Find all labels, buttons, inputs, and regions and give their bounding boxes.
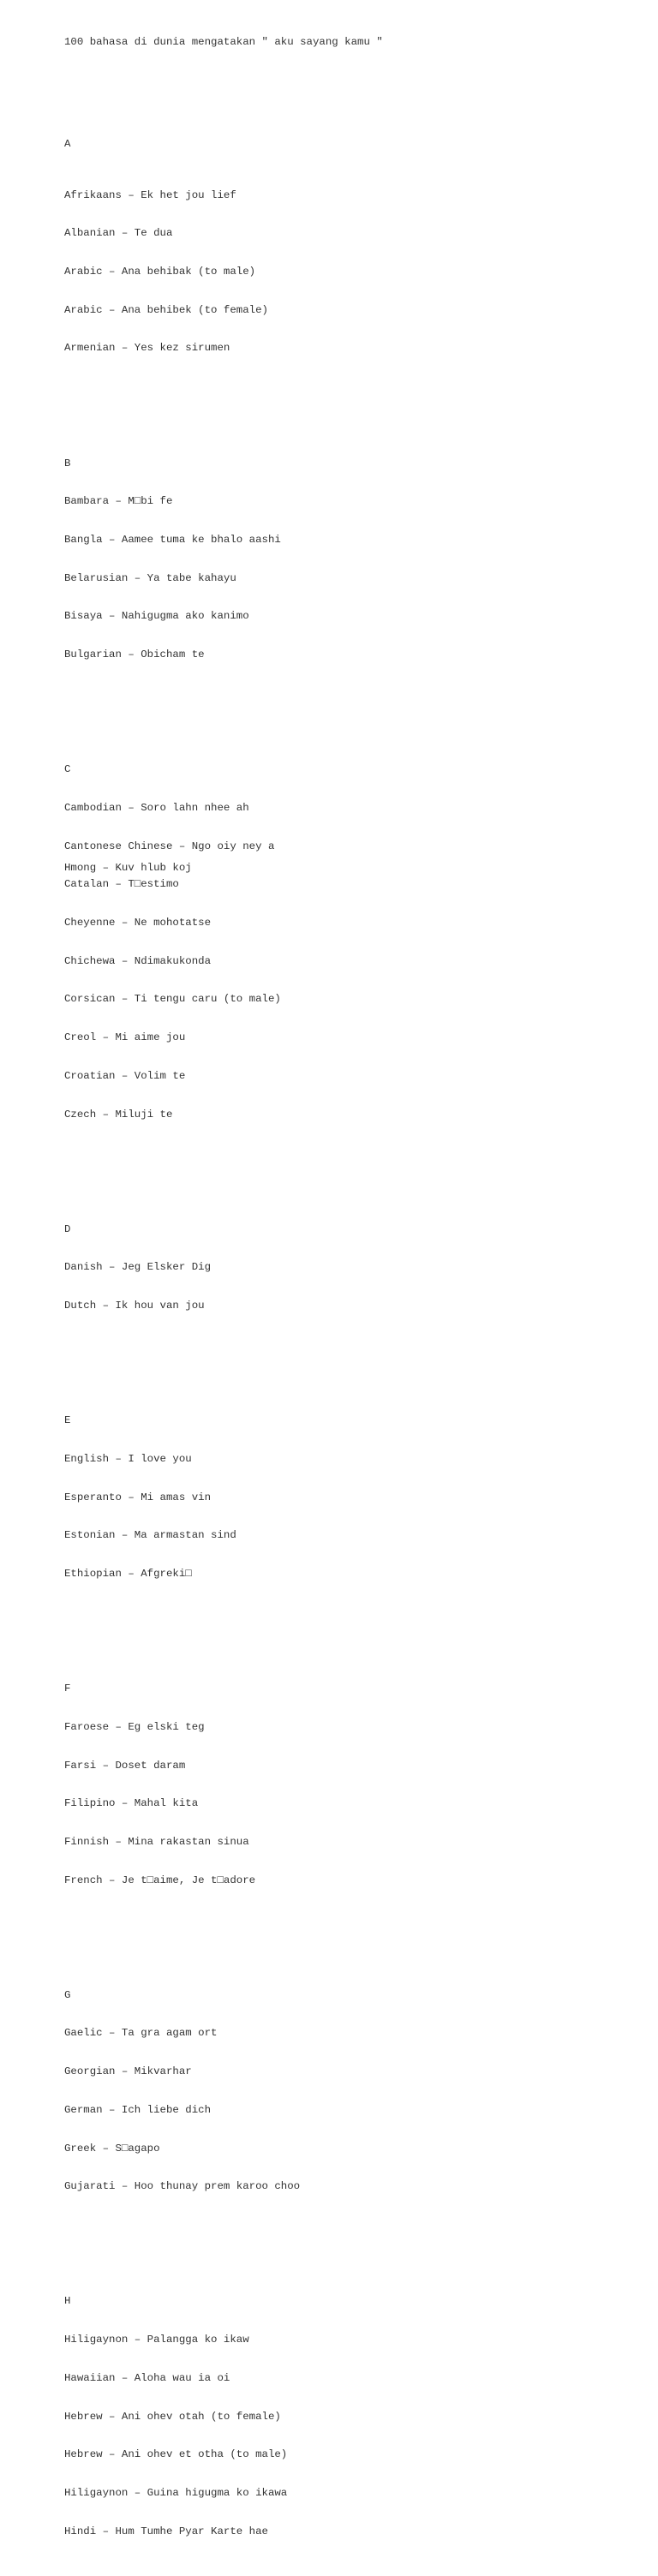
list-item: Faroese – Eg elski teg: [64, 1720, 205, 1733]
list-item: Cambodian – Soro lahn nhee ah: [64, 801, 249, 814]
list-item: Filipino – Mahal kita: [64, 1797, 199, 1810]
list-item: Finnish – Mina rakastan sinua: [64, 1835, 249, 1848]
section-letter: E: [64, 1414, 71, 1427]
list-item: Esperanto – Mi amas vin: [64, 1491, 212, 1503]
section-letter: C: [64, 763, 71, 776]
list-item: Bulgarian – Obicham te: [64, 648, 205, 661]
section-c: [64, 738, 647, 1146]
section-g: [64, 1963, 647, 2219]
list-item: Catalan – T□estimo: [64, 878, 179, 891]
section-e: [64, 1389, 647, 1605]
section-letter: D: [64, 1222, 71, 1235]
list-item: Bisaya – Nahigugma ako kanimo: [64, 610, 249, 623]
list-item: Arabic – Ana behibak (to male): [64, 266, 256, 278]
list-item: Afrikaans – Ek het jou lief: [64, 188, 236, 201]
section-letter: H: [64, 2295, 71, 2308]
list-item: Cheyenne – Ne mohotatse: [64, 917, 212, 929]
list-item: Gaelic – Ta gra agam ort: [64, 2027, 218, 2040]
list-item: Belarusian – Ya tabe kahayu: [64, 571, 236, 584]
section-letter: F: [64, 1682, 71, 1695]
list-item: Bangla – Aamee tuma ke bhalo aashi: [64, 533, 281, 546]
list-item: Armenian – Yes kez sirumen: [64, 342, 230, 355]
list-item: Hebrew – Ani ohev otah (to female): [64, 2410, 281, 2423]
list-item: Dutch – Ik hou van jou: [64, 1300, 205, 1312]
list-item: Czech – Miluji te: [64, 1108, 173, 1121]
section-b: [64, 432, 647, 687]
list-item: Gujarati – Hoo thunay prem karoo choo: [64, 2180, 301, 2193]
list-item: Estonian – Ma armastan sind: [64, 1529, 236, 1542]
section-a: [64, 112, 647, 380]
list-item: Farsi – Doset daram: [64, 1759, 186, 1772]
list-item: Chichewa – Ndimakukonda: [64, 954, 212, 967]
list-item: Georgian – Mikvarhar: [64, 2065, 192, 2078]
list-item: Hebrew – Ani ohev et otha (to male): [64, 2448, 288, 2461]
list-item: Hawaiian – Aloha wau ia oi: [64, 2371, 230, 2384]
list-item: Albanian – Te dua: [64, 227, 173, 240]
list-item: Ethiopian – Afgreki□: [64, 1568, 192, 1580]
section-letter: B: [64, 457, 71, 469]
list-item: German – Ich liebe dich: [64, 2103, 212, 2116]
list-item: Creol – Mi aime jou: [64, 1031, 186, 1044]
section-h: [64, 2270, 647, 2564]
document-title: 100 bahasa di dunia mengatakan " aku sayang kamu ": [64, 35, 383, 48]
section-d: [64, 1198, 647, 1338]
list-item: Hindi – Hum Tumhe Pyar Karte hae: [64, 2525, 268, 2537]
list-item: Arabic – Ana behibek (to female): [64, 303, 268, 316]
list-item: Cantonese Chinese – Ngo oiy ney a: [64, 840, 275, 852]
section-f: [64, 1657, 647, 1912]
document-body: [64, 10, 647, 2576]
next-page-entry: Hmong – Kuv hlub koj: [64, 862, 192, 874]
list-item: Croatian – Volim te: [64, 1069, 186, 1082]
section-letter: A: [64, 138, 71, 151]
list-item: Hiligaynon – Palangga ko ikaw: [64, 2334, 249, 2346]
list-item: Corsican – Ti tengu caru (to male): [64, 993, 281, 1006]
list-item: French – Je t□aime, Je t□adore: [64, 1874, 256, 1886]
list-item: Greek – S□agapo: [64, 2142, 160, 2155]
list-item: Hiligaynon – Guina higugma ko ikawa: [64, 2486, 288, 2499]
list-item: Danish – Jeg Elsker Dig: [64, 1261, 212, 1274]
section-letter: G: [64, 1988, 71, 2001]
list-item: English – I love you: [64, 1452, 192, 1465]
list-item: Bambara – M□bi fe: [64, 495, 173, 508]
